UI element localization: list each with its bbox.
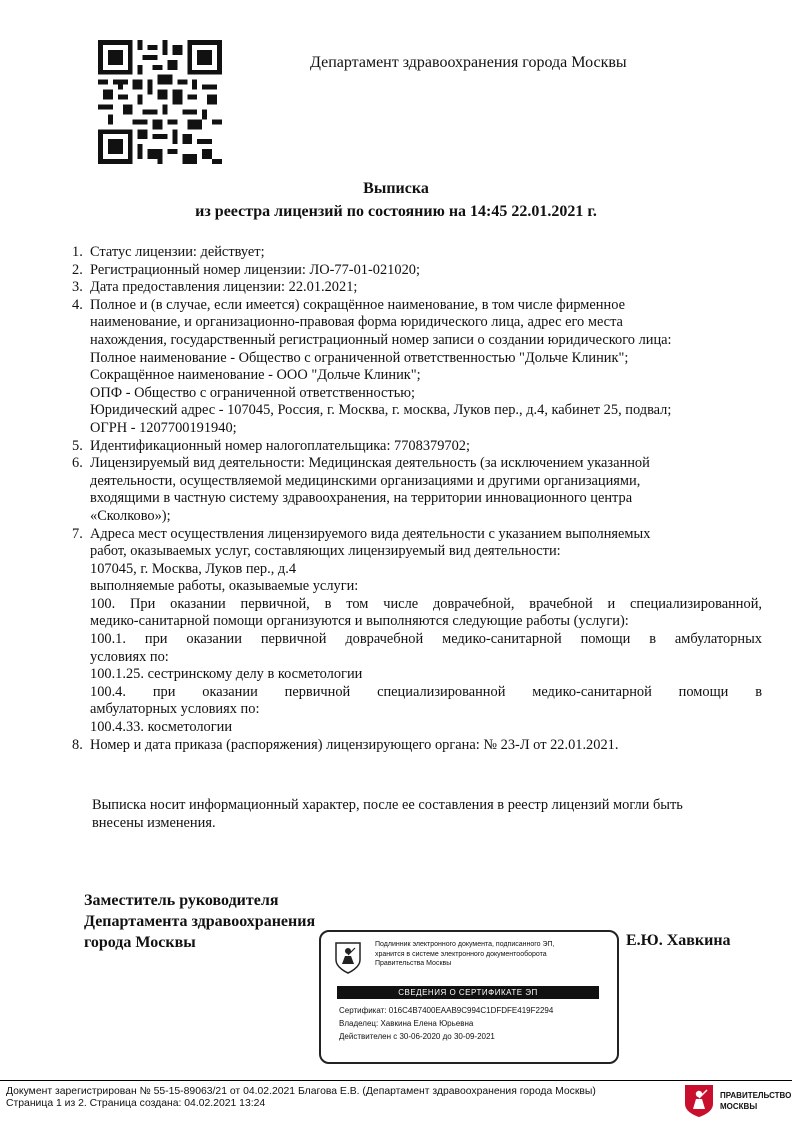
service-line: 100.4. при оказании первичной специализированной медико-санитарной помощи в [90,683,762,700]
item-reg-number [72,262,762,280]
document-subtitle: из реестра лицензий по состоянию на 14:45 22.01.2021 г. [195,203,597,220]
government-label-line: МОСКВЫ [720,1102,758,1111]
stamp-certificate-header: СВЕДЕНИЯ О СЕРТИФИКАТЕ ЭП [337,986,599,999]
item-text-line: «Сколково»); [90,507,171,524]
certificate-owner: Владелец: Хавкина Елена Юрьевна [339,1019,474,1028]
full-name-line: Полное наименование - Общество с ограниченной ответственностью "Дольче Клиник"; [90,349,629,366]
item-text: Полное и (в случае, если имеется) сокращённое наименование, в том числе фирменное [90,296,625,313]
item-text-line: деятельности, осуществляемой медицинскими организациями и другими организациями, [90,472,641,489]
item-number: 2. [72,261,83,278]
item-text: Статус лицензии: действует; [90,244,265,260]
item-order [72,737,762,755]
certificate-validity: Действителен с 30-06-2020 до 30-09-2021 [339,1032,495,1041]
ogrn-line: ОГРН - 1207700191940; [90,419,237,436]
service-line: условиях по: [90,648,169,665]
item-number: 8. [72,736,83,753]
item-organization [72,297,762,315]
footer-divider [0,1080,792,1081]
document-title: Выписка [363,180,429,197]
item-text-line: нахождения, государственный регистрационный номер записи о создании юридического лица: [90,331,672,348]
stamp-note [375,940,605,969]
item-text: Регистрационный номер лицензии: ЛО-77-01-021020; [90,261,420,278]
service-line: амбулаторных условиях по: [90,701,260,718]
department-header: Департамент здравоохранения города Москвы [310,54,627,71]
stamp-note-line: хранится в системе электронного документооборота [375,950,547,958]
item-number: 6. [72,455,83,472]
legal-address-line: Юридический адрес - 107045, Россия, г. Москва, г. москва, Луков пер., д.4, кабинет 25, подвал; [90,402,672,419]
item-text: Идентификационный номер налогоплательщика: 7708379702; [90,437,470,454]
disclaimer-note [92,797,762,832]
item-inn [72,438,762,456]
signer-title [84,890,315,953]
item-number: 4. [72,296,83,313]
signer-line: Департамента здравоохранения [84,913,316,930]
signer-line: Заместитель руководителя [84,892,279,909]
item-text: Лицензируемый вид деятельности: Медицинская деятельность (за исключением указанной [90,455,650,472]
government-label [720,1090,791,1112]
service-line: 100.4.33. косметологии [90,719,233,736]
electronic-signature-stamp [319,930,619,1064]
stamp-certificate-info [339,1004,553,1043]
service-line: 100.1. при оказании первичной доврачебной медико-санитарной помощи в амбулаторных [90,631,762,648]
footer-line: Страница 1 из 2. Страница создана: 04.02.2021 13:24 [6,1098,266,1109]
item-activity [72,455,762,473]
item-status [72,244,762,262]
stamp-note-line: Подлинник электронного документа, подписанного ЭП, [375,941,555,948]
address-line: 107045, г. Москва, Луков пер., д.4 [90,560,297,577]
item-number: 1. [72,244,83,260]
note-line: внесены изменения. [92,814,216,831]
qr-code-icon [98,40,222,164]
opf-line: ОПФ - Общество с ограниченной ответственностью; [90,384,416,401]
service-line: 100. При оказании первичной, в том числе доврачебной, врачебной и специализированной, [90,595,762,612]
registration-footer [6,1086,596,1110]
service-line: 100.1.25. сестринскому делу в косметологии [90,666,363,683]
stamp-note-line: Правительства Москвы [375,960,452,967]
footer-line: Документ зарегистрирован № 55-15-89063/21 от 04.02.2021 Благова Е.В. (Департамент здравоохранения города Москвы) [6,1086,596,1097]
item-number: 7. [72,525,83,542]
item-text: Дата предоставления лицензии: 22.01.2021; [90,279,358,296]
item-text: Адреса мест осуществления лицензируемого вида деятельности с указанием выполняемых [90,525,651,542]
note-line: Выписка носит информационный характер, после ее составления в реестр лицензий могли быть [92,797,683,813]
item-number: 3. [72,279,83,296]
item-addresses [72,526,762,544]
item-text-line: входящими в частную систему здравоохранения, на территории инновационного центра [90,490,633,507]
item-text-line: наименование, и организационно-правовая форма юридического лица, адрес его места [90,314,623,331]
item-number: 5. [72,437,83,454]
item-date [72,279,762,297]
signer-line: города Москвы [84,934,196,951]
signer-name: Е.Ю. Хавкина [626,932,731,949]
moscow-government-logo-icon [684,1084,714,1118]
government-label-line: ПРАВИТЕЛЬСТВО [720,1091,792,1100]
certificate-number: Сертификат: 016C4B7400EAAB9C994C1DFDFE419F2294 [339,1006,554,1015]
moscow-coat-of-arms-icon [335,942,361,974]
item-text-line: выполняемые работы, оказываемые услуги: [90,578,359,595]
service-line: медико-санитарной помощи организуются и выполняются следующие работы (услуги): [90,613,629,630]
short-name-line: Сокращённое наименование - ООО "Дольче Клиник"; [90,367,421,384]
item-text: Номер и дата приказа (распоряжения) лицензирующего органа: № 23-Л от 22.01.2021. [90,736,619,753]
item-text-line: работ, оказываемых услуг, составляющих лицензируемый вид деятельности: [90,543,561,560]
license-details [72,244,762,754]
